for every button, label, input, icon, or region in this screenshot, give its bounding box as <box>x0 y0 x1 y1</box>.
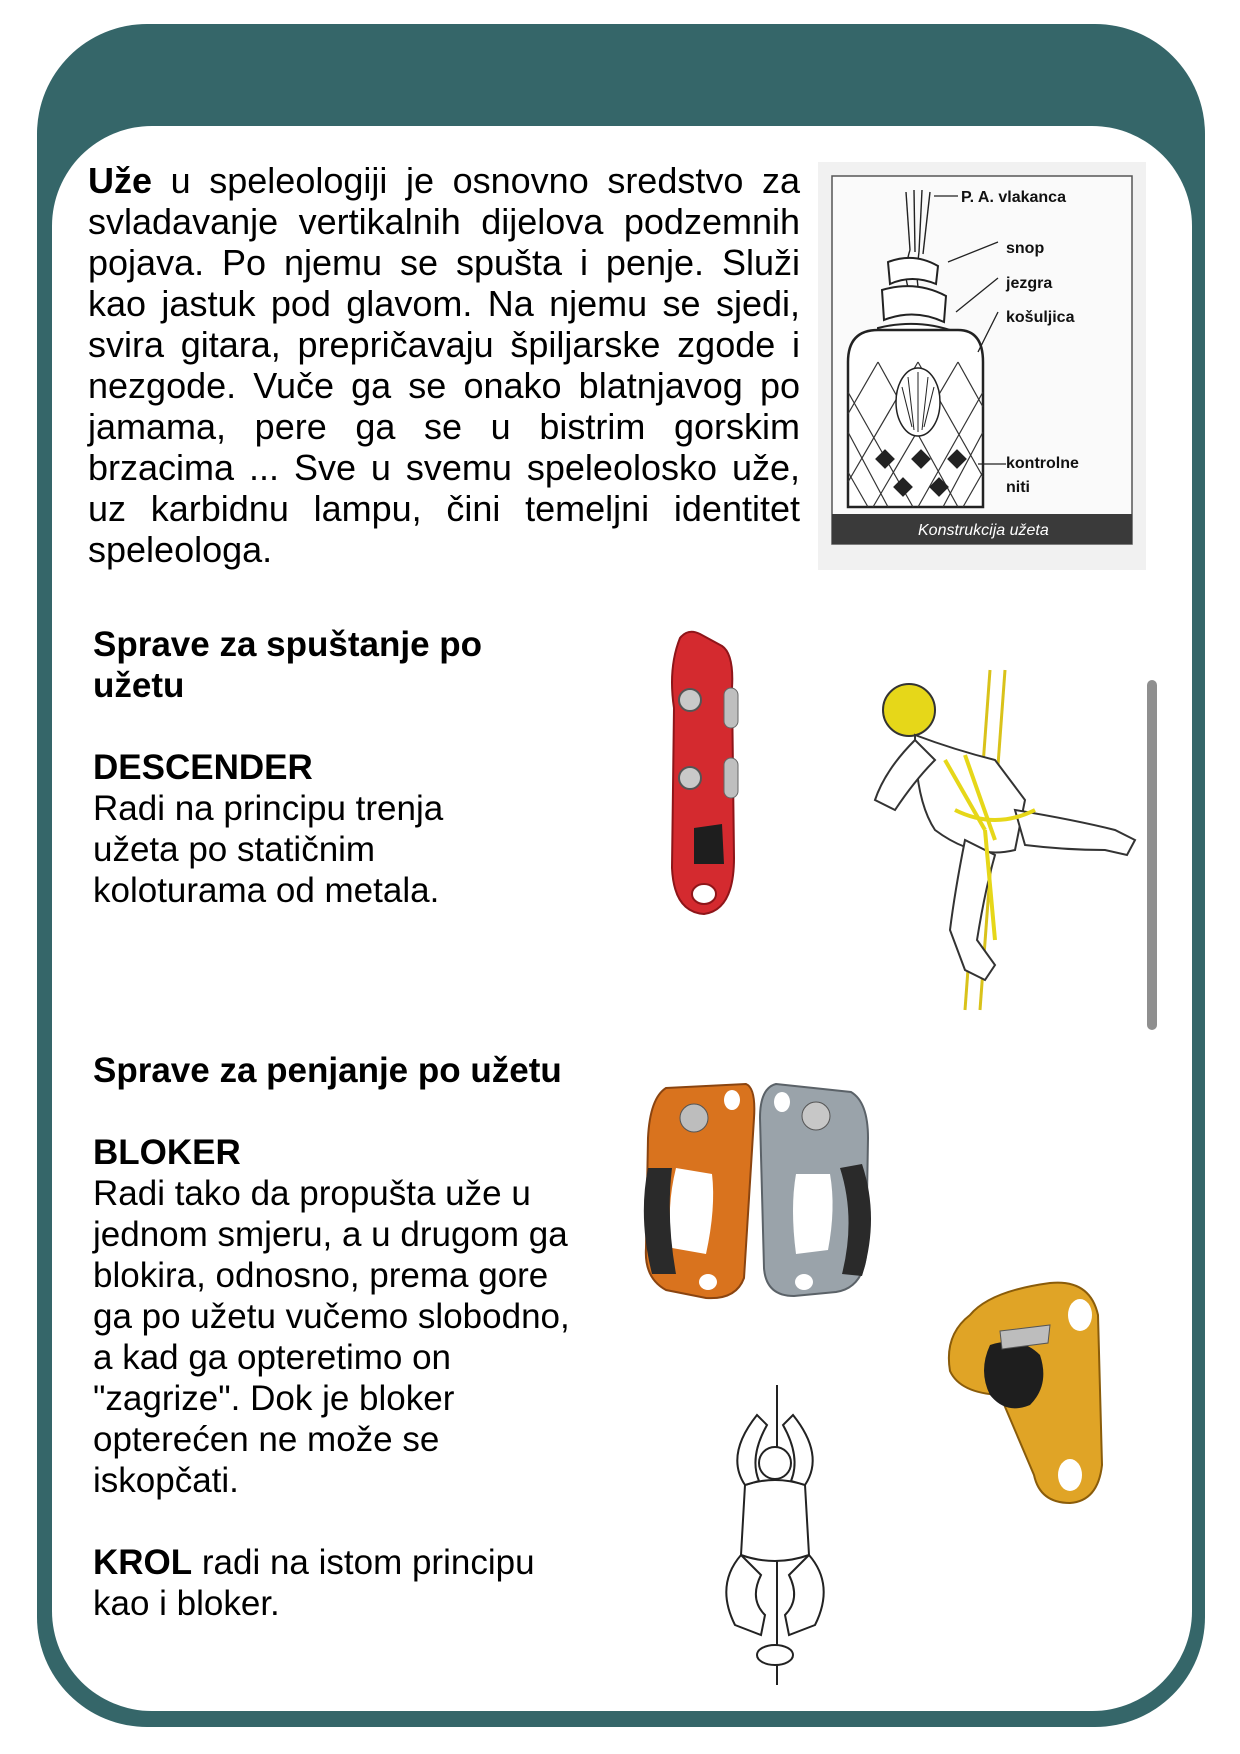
intro-body: u speleologiji je osnovno sredstvo za svladavanje vertikalnih dijelova podzemnih pojava. Po njemu se spušta i penje. Služi kao jastuk pod glavom. Na njemu se sjedi, svira gitara, prepričavaju špiljarske zgode i nezgode. Vuče ga se onako blatnjavog po jamama, pere ga se u bistrim gorskim brzacima ... Sve u svemu speleolosko uže, uz karbidnu lampu, čini temeljni identitet speleologa. <box>88 160 800 570</box>
intro-lead: Uže <box>88 160 153 201</box>
descender-desc-line3: koloturama od metala. <box>93 871 440 910</box>
bloker-desc-line: jednom smjeru, a u drugom ga <box>93 1215 568 1254</box>
bloker-desc-line: Radi tako da propušta uže u <box>93 1174 531 1213</box>
bloker-desc-line: blokira, odnosno, prema gore <box>93 1256 549 1295</box>
rappelling-person-illustration <box>845 660 1165 1032</box>
ascend-title: Sprave za penjanje po užetu <box>93 1051 562 1090</box>
krol-device-image <box>930 1275 1110 1515</box>
label-strand: snop <box>1006 240 1045 257</box>
descend-title-line2: užetu <box>93 666 185 705</box>
descender-pulley-top <box>724 688 738 728</box>
descend-section <box>93 624 613 911</box>
bloker-desc-line: "zagrize". Dok je bloker <box>93 1379 455 1418</box>
descender-heading: DESCENDER <box>93 748 313 787</box>
krol-cam <box>984 1342 1043 1409</box>
krol-heading: KROL <box>93 1543 193 1582</box>
bloker-orange <box>644 1084 755 1298</box>
krol-text: radi na istom principu <box>192 1543 535 1582</box>
bloker-desc-line: a kad ga opteretimo on <box>93 1338 452 1377</box>
bloker-gray <box>760 1084 871 1296</box>
bloker-desc-line: iskopčati. <box>93 1461 239 1500</box>
diagram-caption: Konstrukcija užeta <box>918 522 1049 539</box>
person-body <box>875 735 1135 980</box>
bloker-devices-image <box>636 1078 896 1308</box>
climber-figure <box>726 1415 823 1665</box>
label-sheath: košuljica <box>1006 309 1075 326</box>
ascend-section <box>93 1050 613 1624</box>
bloker-heading: BLOKER <box>93 1133 241 1172</box>
label-threads: niti <box>1006 479 1030 496</box>
rock-wall <box>1147 680 1157 1030</box>
krol-bottom-hole <box>1058 1459 1082 1491</box>
krol-line2: kao i bloker. <box>93 1584 280 1623</box>
label-core: jezgra <box>1006 275 1053 292</box>
label-fibers: P. A. vlakanca <box>961 189 1066 206</box>
descender-device-image <box>660 628 750 918</box>
descender-pulley-bottom <box>724 758 738 798</box>
descender-handle <box>694 824 724 864</box>
descender-bolt-top <box>679 689 701 711</box>
bloker-desc-line: ga po užetu vučemo slobodno, <box>93 1297 570 1336</box>
descender-bolt-bottom <box>679 767 701 789</box>
descend-title-line1: Sprave za spuštanje po <box>93 625 483 664</box>
bloker-desc-line: opterećen ne može se <box>93 1420 440 1459</box>
intro-paragraph <box>88 160 800 570</box>
label-control: kontrolne <box>1006 455 1079 472</box>
descender-desc-line2: užeta po statičnim <box>93 830 376 869</box>
helmet-icon <box>883 684 935 736</box>
krol-top-hole <box>1068 1299 1092 1331</box>
descender-desc-line1: Radi na principu trenja <box>93 789 444 828</box>
ascending-person-illustration <box>705 1385 845 1685</box>
rope-construction-diagram <box>818 162 1146 570</box>
krol-line1 <box>93 1542 613 1583</box>
descender-hole <box>692 884 716 904</box>
